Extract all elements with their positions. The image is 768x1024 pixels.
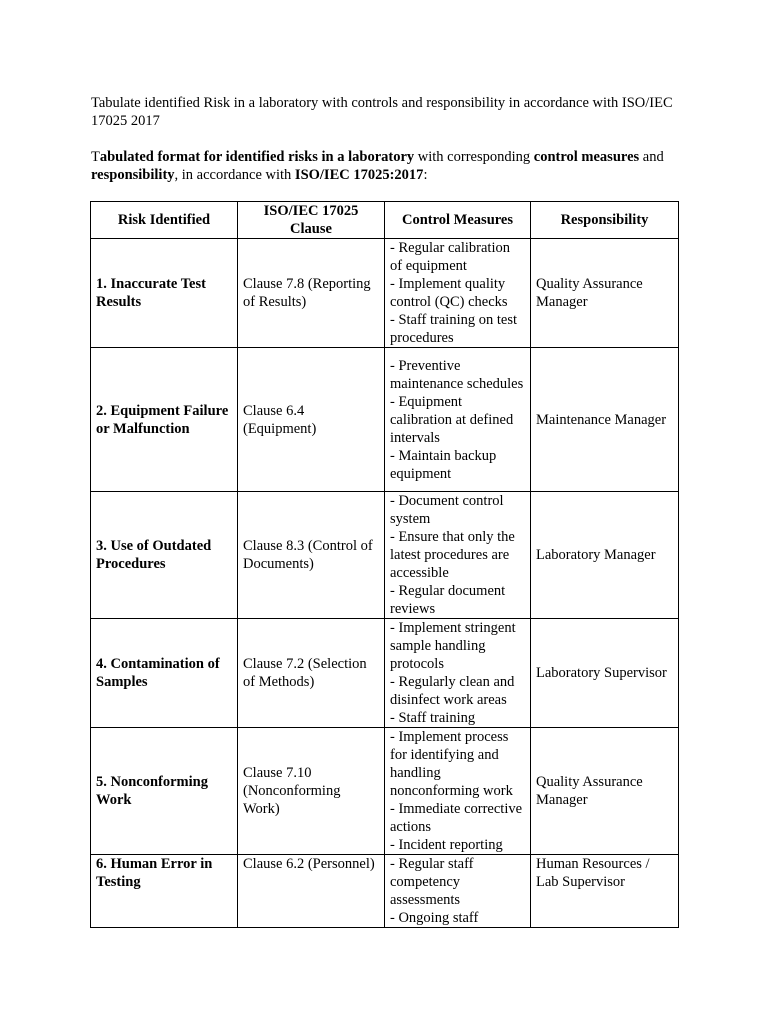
subtitle-bold-text: responsibility (91, 167, 175, 183)
control-measure-item: - Staff training on test procedures (390, 312, 517, 346)
risk-table (90, 201, 679, 928)
responsibility-cell: Quality Assurance Manager (531, 728, 679, 855)
control-measure-item: - Implement process for identifying and handling nonconforming work (390, 729, 513, 799)
header-risk-identified: Risk Identified (91, 202, 238, 239)
control-measures-cell (385, 348, 531, 492)
subtitle-text: with corresponding (414, 149, 534, 165)
intro-paragraph: Tabulate identified Risk in a laboratory with controls and responsibility in accordance with ISO/IEC 17025 2017 (91, 95, 673, 129)
control-measure-item: - Incident reporting (390, 837, 503, 853)
subtitle-bold-text: control measures (533, 149, 640, 165)
table-row (91, 492, 679, 619)
risk-cell: 4. Contamination of Samples (91, 619, 238, 728)
control-measures-cell (385, 492, 531, 619)
control-measure-item: - Regular document reviews (390, 583, 506, 617)
subtitle-text: , in accordance with (174, 167, 295, 183)
table-row (91, 239, 679, 348)
header-control-measures: Control Measures (385, 202, 531, 239)
risk-cell: 6. Human Error in Testing (91, 855, 238, 928)
control-measure-item: - Document control system (390, 493, 504, 527)
control-measures-cell (385, 728, 531, 855)
control-measure-item: - Equipment calibration at defined intervals (390, 393, 514, 446)
control-measure-item: - Preventive maintenance schedules (390, 357, 524, 392)
control-measure-item: - Implement quality control (QC) checks (390, 276, 508, 310)
control-measure-item: - Regularly clean and disinfect work areas (390, 674, 515, 708)
control-measures-cell (385, 239, 531, 348)
risk-cell: 3. Use of Outdated Procedures (91, 492, 238, 619)
clause-cell: Clause 6.4 (Equipment) (238, 348, 385, 492)
responsibility-cell: Quality Assurance Manager (531, 239, 679, 348)
clause-cell: Clause 7.8 (Reporting of Results) (238, 239, 385, 348)
control-measure-item: - Immediate corrective actions (390, 801, 523, 835)
table-header-row (91, 202, 679, 239)
table-row (91, 728, 679, 855)
clause-cell: Clause 8.3 (Control of Documents) (238, 492, 385, 619)
control-measure-item: - Regular calibration of equipment (390, 240, 510, 274)
subtitle-text: : (423, 167, 428, 183)
responsibility-cell: Laboratory Supervisor (531, 619, 679, 728)
table-row (91, 619, 679, 728)
clause-cell: Clause 6.2 (Personnel) (238, 855, 385, 928)
control-measure-item: - Staff training (390, 710, 476, 726)
subtitle-bold-text: ISO/IEC 17025:2017 (294, 167, 424, 183)
control-measure-item: - Ongoing staff (390, 910, 479, 926)
control-measure-item: - Implement stringent sample handling protocols (390, 620, 516, 672)
risk-cell: 5. Nonconforming Work (91, 728, 238, 855)
control-measure-item: - Regular staff competency assessments (390, 856, 474, 908)
clause-cell: Clause 7.10 (Nonconforming Work) (238, 728, 385, 855)
subtitle-text: and (639, 149, 664, 165)
table-row (91, 348, 679, 492)
subtitle-paragraph (91, 148, 691, 184)
control-measure-item: - Maintain backup equipment (390, 447, 497, 482)
header-clause: ISO/IEC 17025 Clause (238, 202, 385, 239)
responsibility-cell: Human Resources / Lab Supervisor (531, 855, 679, 928)
header-responsibility: Responsibility (531, 202, 679, 239)
subtitle-bold-text: abulated format for identified risks in a laboratory (99, 149, 415, 165)
responsibility-cell: Laboratory Manager (531, 492, 679, 619)
risk-cell: 2. Equipment Failure or Malfunction (91, 348, 238, 492)
clause-cell: Clause 7.2 (Selection of Methods) (238, 619, 385, 728)
control-measures-cell (385, 619, 531, 728)
table-row (91, 855, 679, 928)
risk-cell: 1. Inaccurate Test Results (91, 239, 238, 348)
subtitle-text: T (91, 149, 100, 165)
control-measures-cell (385, 855, 531, 928)
control-measure-item: - Ensure that only the latest procedures are accessible (390, 529, 515, 581)
responsibility-cell: Maintenance Manager (531, 348, 679, 492)
